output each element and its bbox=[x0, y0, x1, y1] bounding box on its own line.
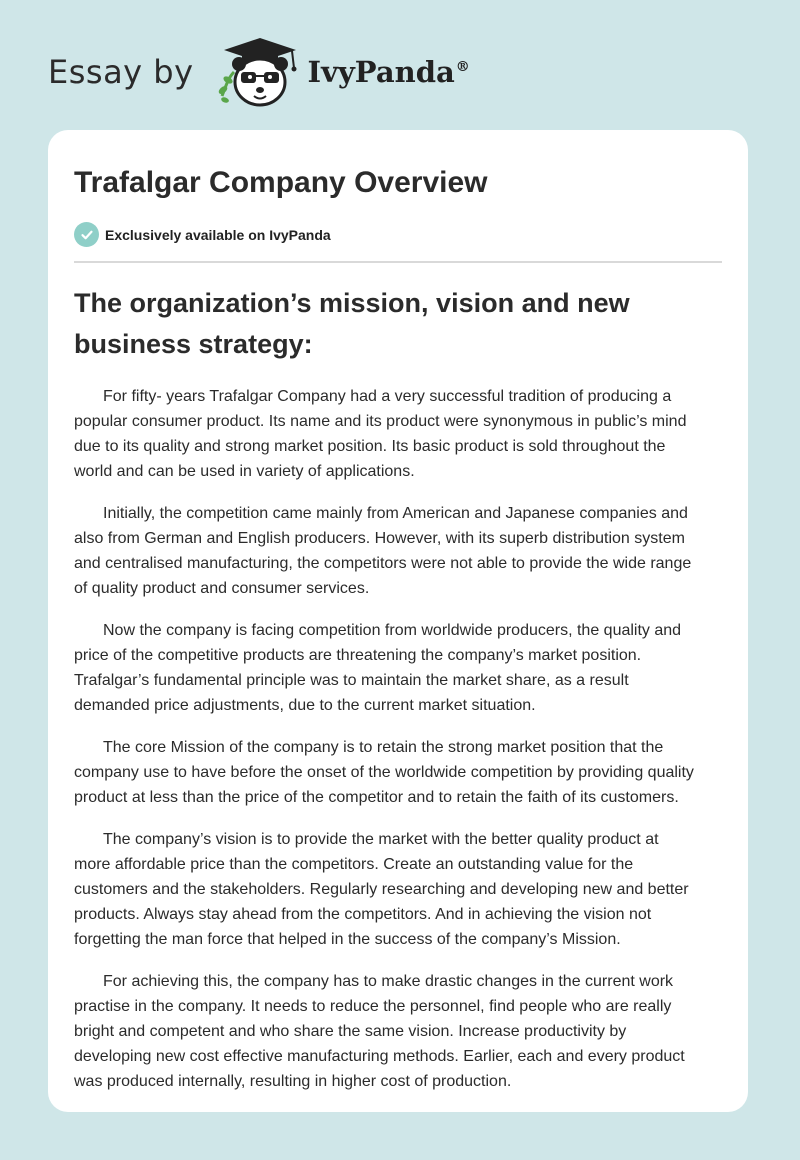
paragraph: The company’s vision is to provide the market with the better quality product at more affordable price than the competitors. Create an outstanding value for the customers and the stakeholders. Regularly researching and developing new and better products. Always stay ahead from the competitors. And in achieving the vision not forgetting the man force that helped in the success of the company’s Mission. bbox=[74, 831, 689, 948]
site-header bbox=[48, 34, 470, 110]
page-title: Trafalgar Company Overview bbox=[74, 166, 488, 199]
paragraph: For achieving this, the company has to make drastic changes in the current work practise in the company. It needs to reduce the personnel, find people who are really bright and competent and who share the same vision. Increase productivity by developing new cost effective manufacturing methods. Earlier, each and every product was produced internally, resulting in higher cost of production. bbox=[74, 973, 685, 1090]
essay-body bbox=[74, 384, 724, 1111]
paragraph: Initially, the competition came mainly from American and Japanese companies and also from German and English producers. However, with its superb distribution system and centralised manufacturing, the competitors were not able to provide the wide range of quality product and consumer services. bbox=[74, 505, 692, 597]
paragraph: Now the company is facing competition from worldwide producers, the quality and price of the competitive products are threatening the company’s market position. Trafalgar’s fundamental principle was to maintain the market share, as a result demanded price adjustments, due to the current market situation. bbox=[74, 622, 682, 714]
registered-mark: ® bbox=[455, 59, 470, 76]
section-heading: The organization’s mission, vision and new business strategy: bbox=[74, 288, 630, 359]
badge-text: Exclusively available on IvyPanda bbox=[105, 226, 331, 243]
check-circle-icon bbox=[74, 222, 99, 247]
brand-prefix: Essay by bbox=[48, 53, 194, 91]
brand-name[interactable] bbox=[308, 55, 470, 89]
exclusive-badge bbox=[74, 222, 331, 247]
divider bbox=[74, 261, 722, 263]
panda-graduate-icon[interactable] bbox=[212, 34, 304, 110]
brand-name-text: IvyPanda bbox=[307, 55, 455, 89]
paragraph: The core Mission of the company is to retain the strong market position that the company use to have before the onset of the worldwide competition by providing quality product at less than the price of the competitor and to retain the faith of its customers. bbox=[74, 739, 694, 806]
paragraph: For fifty- years Trafalgar Company had a very successful tradition of producing a popular consumer product. Its name and its product were synonymous in public’s mind due to its quality and strong market position. Its basic product is sold throughout the world and can be used in variety of applications. bbox=[74, 388, 687, 480]
essay-card bbox=[48, 130, 748, 1112]
